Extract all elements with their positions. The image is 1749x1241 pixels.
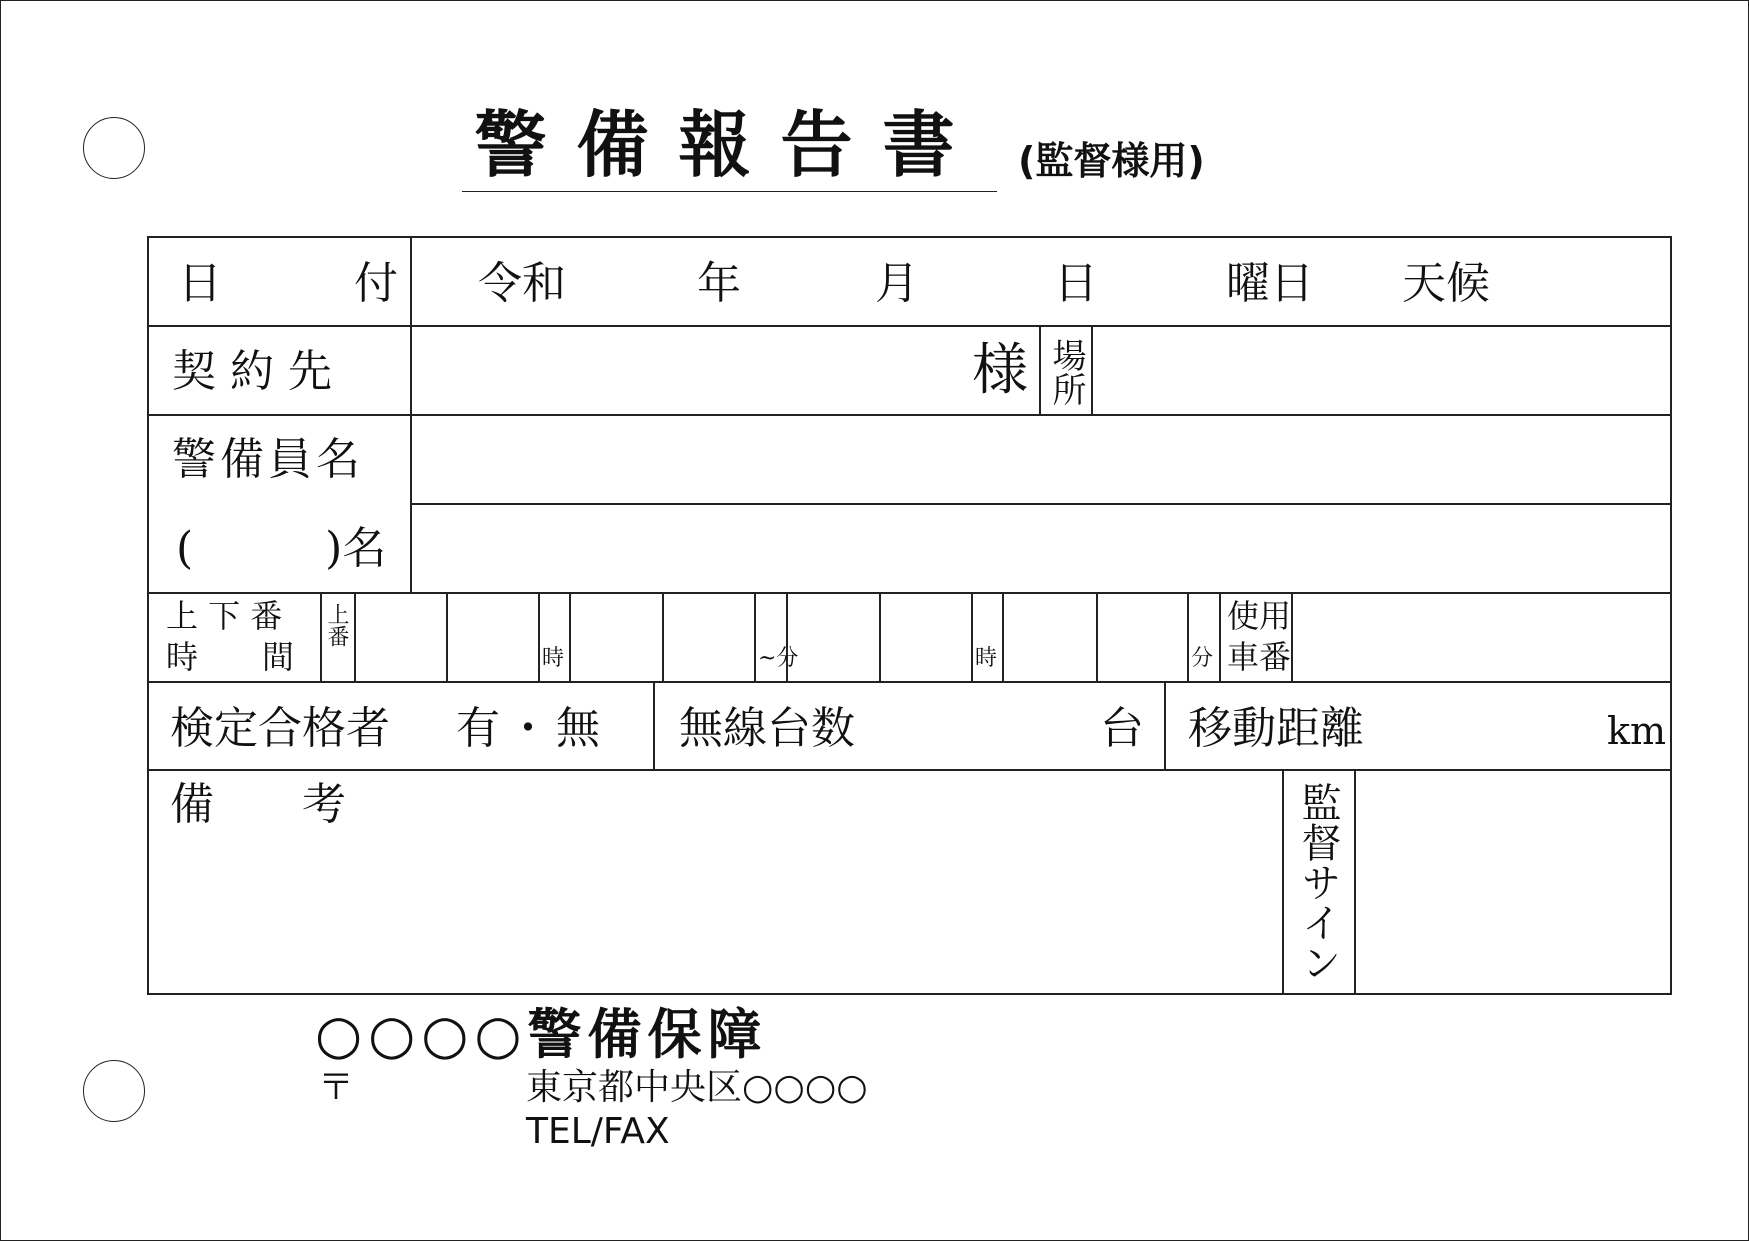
- info-divider: [653, 681, 655, 770]
- weekday-label: 曜日: [1226, 258, 1314, 309]
- up-shift-label: 上番: [324, 603, 349, 647]
- month-label: 月: [875, 258, 919, 309]
- shift-divider: [446, 592, 448, 682]
- shift-label-bottom: 時 間: [166, 638, 295, 676]
- table-border-top: [147, 236, 1672, 238]
- postal-mark: 〒: [318, 1067, 355, 1108]
- vehicle-label-top: 使用: [1227, 597, 1292, 635]
- date-label: 日 付: [178, 258, 398, 309]
- shift-label-top: 上 下 番: [166, 597, 283, 635]
- shift-divider: [1096, 592, 1098, 682]
- day-label: 日: [1054, 258, 1098, 309]
- shift-divider: [320, 592, 322, 682]
- page-title: 警備報告書: [474, 103, 985, 187]
- shift-divider: [754, 592, 756, 682]
- company-telfax: TEL/FAX: [526, 1111, 670, 1152]
- hour-label-2: 時: [975, 646, 998, 671]
- place-cell-right: [1091, 325, 1093, 415]
- supervisor-sign-label: 監督サイン: [1295, 782, 1341, 982]
- place-label: 場所: [1046, 338, 1086, 406]
- minute-label: 分: [1191, 646, 1214, 671]
- certified-value: 有・無: [456, 703, 606, 754]
- row-divider: [147, 325, 1672, 327]
- year-label: 年: [697, 258, 741, 309]
- shift-divider: [662, 592, 664, 682]
- shift-divider: [1002, 592, 1004, 682]
- shift-divider: [569, 592, 571, 682]
- punch-hole-top: [83, 117, 145, 179]
- shift-divider: [354, 592, 356, 682]
- vehicle-label-bottom: 車番: [1227, 638, 1292, 676]
- radio-label: 無線台数: [679, 703, 855, 754]
- shift-divider: [1187, 592, 1189, 682]
- company-name: ○○○○警備保障: [315, 1003, 768, 1066]
- table-border-bottom: [147, 993, 1672, 995]
- row-divider: [147, 769, 1672, 771]
- place-cell-left: [1039, 325, 1041, 415]
- page-subtitle: (監督様用): [1018, 139, 1205, 183]
- era-label: 令和: [478, 258, 566, 309]
- certified-label: 検定合格者: [170, 703, 390, 754]
- punch-hole-bottom: [83, 1060, 145, 1122]
- guard-name-label: 警備員名: [172, 434, 364, 485]
- client-label: 契 約 先: [172, 346, 332, 397]
- shift-divider: [971, 592, 973, 682]
- shift-divider: [1291, 592, 1293, 682]
- row-divider: [411, 503, 1672, 505]
- row-divider: [147, 414, 1672, 416]
- sign-cell-right: [1354, 769, 1356, 994]
- info-divider: [1164, 681, 1166, 770]
- shift-divider: [1219, 592, 1221, 682]
- weather-label: 天候: [1402, 258, 1490, 309]
- distance-label: 移動距離: [1188, 703, 1364, 754]
- table-border-right: [1670, 236, 1672, 995]
- radio-unit: 台: [1100, 703, 1144, 754]
- company-address: 東京都中央区○○○○: [526, 1067, 868, 1108]
- row-divider: [147, 592, 1672, 594]
- distance-unit: km: [1607, 709, 1667, 753]
- label-column-divider: [410, 236, 412, 593]
- remarks-label: 備 考: [170, 779, 346, 830]
- shift-divider: [538, 592, 540, 682]
- client-suffix: 様: [972, 338, 1028, 403]
- shift-divider: [879, 592, 881, 682]
- row-divider: [147, 681, 1672, 683]
- tilde-minute-label: ~分: [758, 646, 799, 671]
- hour-label-1: 時: [542, 646, 565, 671]
- paren-name-label: ( )名: [176, 523, 387, 574]
- sign-cell-left: [1282, 769, 1284, 994]
- title-underline: [462, 191, 997, 192]
- table-border-left: [147, 236, 149, 995]
